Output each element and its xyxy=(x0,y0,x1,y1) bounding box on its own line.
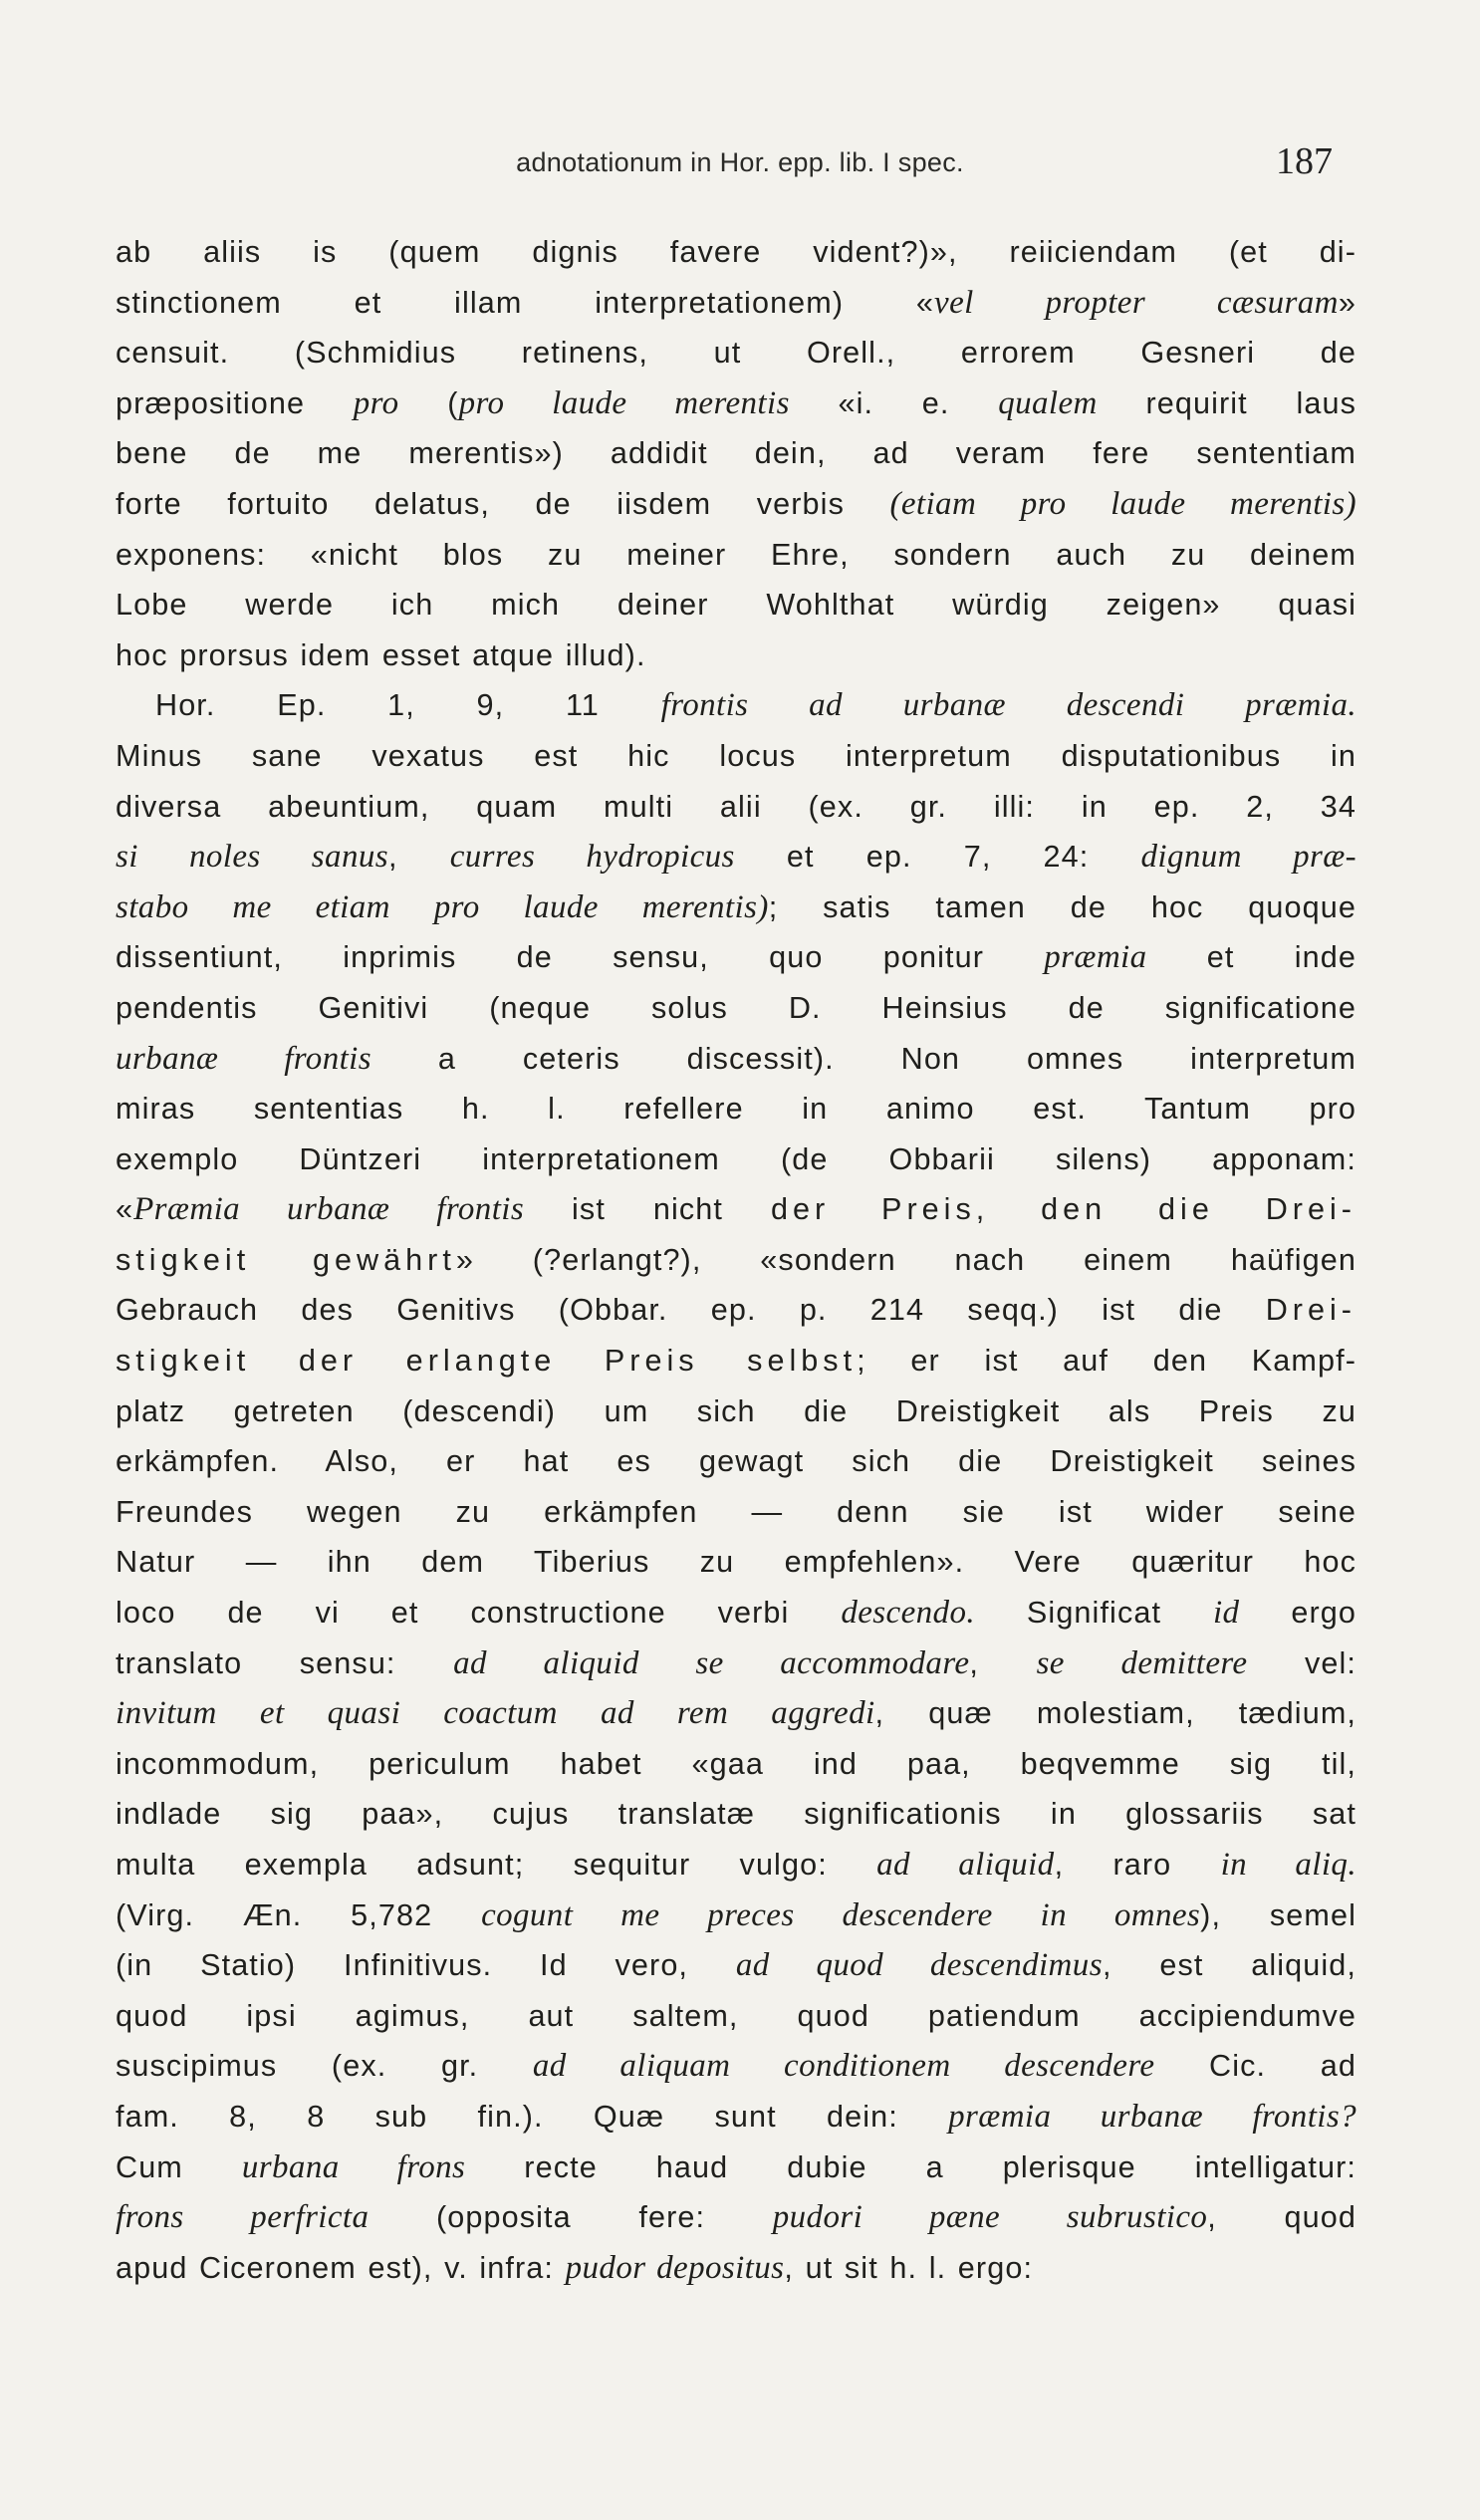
text-segment: exemplo Düntzeri interpretationem (de Obbarii silens) apponam: xyxy=(116,1141,1357,1176)
text-line xyxy=(116,1336,1357,1386)
text-line xyxy=(116,479,1357,530)
text-segment: fam. 8, 8 sub fin.). Quæ sunt dein: xyxy=(116,2099,949,2134)
text-line xyxy=(116,1084,1357,1134)
text-line xyxy=(116,1688,1357,1739)
italic-text: frontis ad urbanæ descendi præmia. xyxy=(660,687,1357,724)
page-number: 187 xyxy=(1276,140,1333,182)
text-line xyxy=(116,630,1357,681)
text-line xyxy=(116,530,1357,581)
text-segment: Cic. ad xyxy=(1154,2049,1357,2084)
text-segment: , xyxy=(969,1645,1037,1680)
text-line xyxy=(116,731,1357,782)
text-line xyxy=(116,1739,1357,1790)
text-segment: » xyxy=(1338,285,1357,320)
text-segment: ( xyxy=(398,385,459,420)
text-line xyxy=(116,1890,1357,1941)
text-segment: hoc prorsus idem esset atque illud). xyxy=(116,637,646,672)
text-segment: et inde xyxy=(1146,940,1357,975)
page-header xyxy=(0,139,1480,199)
text-segment: ab aliis is (quem dignis favere vident?)», reiiciendam (et di- xyxy=(116,235,1357,269)
italic-text: (etiam pro laude merentis) xyxy=(889,485,1357,522)
text-line xyxy=(116,1588,1357,1638)
italic-text: urbana frons xyxy=(241,2148,466,2185)
text-segment: vel: xyxy=(1247,1645,1357,1680)
italic-text: pudori pæne subrustico xyxy=(772,2199,1208,2236)
text-segment: ergo xyxy=(1239,1596,1357,1631)
italic-text: cogunt me preces descendere in omnes xyxy=(481,1896,1201,1933)
italic-text: ad aliquid xyxy=(876,1847,1055,1883)
text-segment: diversa abeuntium, quam multi alii (ex. gr. illi: in ep. 2, 34 xyxy=(116,789,1357,824)
text-segment: «i. e. xyxy=(789,385,999,420)
text-segment: Minus sane vexatus est hic locus interpretum disputationibus in xyxy=(116,738,1357,773)
text-line xyxy=(116,1537,1357,1588)
text-segment: » (?erlangt?), «sondern nach einem haüfigen xyxy=(455,1242,1357,1277)
text-line xyxy=(116,1184,1357,1235)
text-segment: ; satis tamen de hoc quoque xyxy=(768,889,1357,924)
text-segment: recte haud dubie a plerisque intelligatur: xyxy=(465,2149,1357,2184)
italic-text: frons perfricta xyxy=(116,2199,370,2236)
text-segment: pendentis Genitivi (neque solus D. Heinsius de significatione xyxy=(116,990,1357,1025)
italic-text: dignum præ- xyxy=(1140,839,1357,876)
text-line xyxy=(116,1638,1357,1689)
text-segment: exponens: «nicht blos zu meiner Ehre, sondern auch zu deinem xyxy=(116,537,1357,572)
text-line xyxy=(116,227,1357,278)
text-line xyxy=(116,1134,1357,1185)
text-segment: Cum xyxy=(116,2149,242,2184)
italic-text: descendo. xyxy=(841,1595,975,1632)
text-segment: (opposita fere: xyxy=(369,2200,773,2235)
text-segment: loco de vi et constructione verbi xyxy=(116,1596,842,1631)
text-line xyxy=(116,680,1357,731)
spaced-text: stigkeit der erlangte Preis selbst xyxy=(116,1344,858,1379)
italic-text: præmia urbanæ frontis? xyxy=(948,2098,1357,2135)
text-line xyxy=(116,1789,1357,1840)
text-line xyxy=(116,1940,1357,1991)
italic-text: id xyxy=(1212,1595,1240,1632)
text-segment: Natur — ihn dem Tiberius zu empfehlen». Vere quæritur hoc xyxy=(116,1545,1357,1580)
italic-text: pro xyxy=(353,384,399,421)
text-segment: suscipimus (ex. gr. xyxy=(116,2049,533,2084)
text-line xyxy=(116,1285,1357,1336)
text-segment: a ceteris discessit). Non omnes interpretum xyxy=(370,1041,1357,1076)
text-line xyxy=(116,2192,1357,2243)
text-line xyxy=(116,1991,1357,2042)
italic-text: curres hydropicus xyxy=(449,839,735,876)
text-segment: dissentiunt, inprimis de sensu, quo ponitur xyxy=(116,940,1045,975)
italic-text: ad aliquid se accommodare xyxy=(453,1644,970,1681)
italic-text: invitum et quasi coactum ad rem aggredi xyxy=(116,1695,875,1732)
text-segment: ; er ist auf den Kampf- xyxy=(857,1344,1357,1379)
text-segment: Gebrauch des Genitivs (Obbar. ep. p. 214 seqq.) ist die xyxy=(116,1293,1266,1328)
spaced-text: der Preis, den die Drei- xyxy=(770,1192,1357,1227)
text-segment: erkämpfen. Also, er hat es gewagt sich die Dreistigkeit seines xyxy=(116,1444,1357,1479)
italic-text: ad aliquam conditionem descendere xyxy=(532,2048,1155,2085)
italic-text: urbanæ frontis xyxy=(116,1040,371,1077)
italic-text: qualem xyxy=(998,384,1098,421)
text-segment: (Virg. Æn. 5,782 xyxy=(116,1897,482,1932)
text-line xyxy=(116,1487,1357,1538)
text-segment: incommodum, periculum habet «gaa ind paa, beqvemme sig til, xyxy=(116,1746,1357,1781)
italic-text: si noles sanus xyxy=(116,839,388,876)
text-segment: , quod xyxy=(1207,2200,1357,2235)
body-text xyxy=(116,227,1357,2293)
italic-text: se demittere xyxy=(1036,1644,1248,1681)
text-segment: multa exempla adsunt; sequitur vulgo: xyxy=(116,1848,877,1882)
text-line xyxy=(116,1436,1357,1487)
text-segment: Freundes wegen zu erkämpfen — denn sie ist wider seine xyxy=(116,1494,1357,1529)
text-segment: , xyxy=(388,840,450,875)
text-segment: translato sensu: xyxy=(116,1645,454,1680)
spaced-text: stigkeit gewährt xyxy=(116,1242,456,1277)
text-segment: apud Ciceronem est), v. infra: xyxy=(116,2250,566,2285)
text-segment: stinctionem et illam interpretationem) « xyxy=(116,285,935,320)
italic-text: vel propter cæsuram xyxy=(934,284,1339,321)
italic-text: præmia xyxy=(1044,939,1147,976)
text-segment: forte fortuito delatus, de iisdem verbis xyxy=(116,486,890,521)
text-segment: indlade sig paa», cujus translatæ significationis in glossariis sat xyxy=(116,1797,1357,1832)
text-segment: , quæ molestiam, tædium, xyxy=(874,1696,1357,1731)
text-segment: quod ipsi agimus, aut saltem, quod patiendum accipiendumve xyxy=(116,1998,1357,2033)
text-segment: ), semel xyxy=(1200,1897,1357,1932)
text-line xyxy=(116,832,1357,882)
text-segment: Significat xyxy=(975,1596,1213,1631)
text-segment: præpositione xyxy=(116,385,354,420)
text-segment: (in Statio) Infinitivus. Id vero, xyxy=(116,1948,736,1983)
text-segment: , raro xyxy=(1054,1848,1221,1882)
running-title: adnotationum in Hor. epp. lib. I spec. xyxy=(516,147,964,177)
text-line xyxy=(116,278,1357,329)
text-segment: platz getreten (descendi) um sich die Dreistigkeit als Preis zu xyxy=(116,1393,1357,1428)
text-segment: et ep. 7, 24: xyxy=(734,840,1141,875)
text-line xyxy=(116,983,1357,1034)
text-segment: « xyxy=(116,1192,134,1227)
text-segment: , est aliquid, xyxy=(1102,1948,1357,1983)
text-line xyxy=(116,882,1357,933)
text-line xyxy=(116,2092,1357,2142)
text-line xyxy=(116,2041,1357,2092)
text-line xyxy=(116,378,1357,429)
italic-text: in aliq. xyxy=(1220,1847,1357,1883)
text-segment: censuit. (Schmidius retinens, ut Orell., errorem Gesneri de xyxy=(116,336,1357,371)
text-segment: requirit laus xyxy=(1097,385,1357,420)
text-segment: Lobe werde ich mich deiner Wohlthat würdig zeigen» quasi xyxy=(116,588,1357,623)
text-line xyxy=(116,1840,1357,1890)
spaced-text: Drei- xyxy=(1265,1293,1357,1328)
italic-text: stabo me etiam pro laude merentis) xyxy=(116,888,769,925)
text-line xyxy=(116,932,1357,983)
text-segment: miras sententias h. l. refellere in animo est. Tantum pro xyxy=(116,1092,1357,1127)
text-segment: , ut sit h. l. ergo: xyxy=(784,2250,1034,2285)
text-segment: ist nicht xyxy=(524,1192,771,1227)
text-line xyxy=(116,1034,1357,1085)
text-segment: bene de me merentis») addidit dein, ad veram fere sententiam xyxy=(116,436,1357,471)
italic-text: ad quod descendimus xyxy=(735,1947,1103,1984)
text-line xyxy=(116,2142,1357,2193)
italic-text: pudor depositus xyxy=(565,2249,785,2286)
italic-text: pro laude merentis xyxy=(458,384,790,421)
text-line xyxy=(116,580,1357,630)
italic-text: Præmia urbanæ frontis xyxy=(133,1191,525,1228)
text-line xyxy=(116,428,1357,479)
text-line xyxy=(116,1386,1357,1437)
text-line xyxy=(116,328,1357,378)
text-line xyxy=(116,1235,1357,1286)
text-line xyxy=(116,782,1357,833)
text-line xyxy=(116,2243,1357,2294)
text-segment: Hor. Ep. 1, 9, 11 xyxy=(155,688,661,723)
